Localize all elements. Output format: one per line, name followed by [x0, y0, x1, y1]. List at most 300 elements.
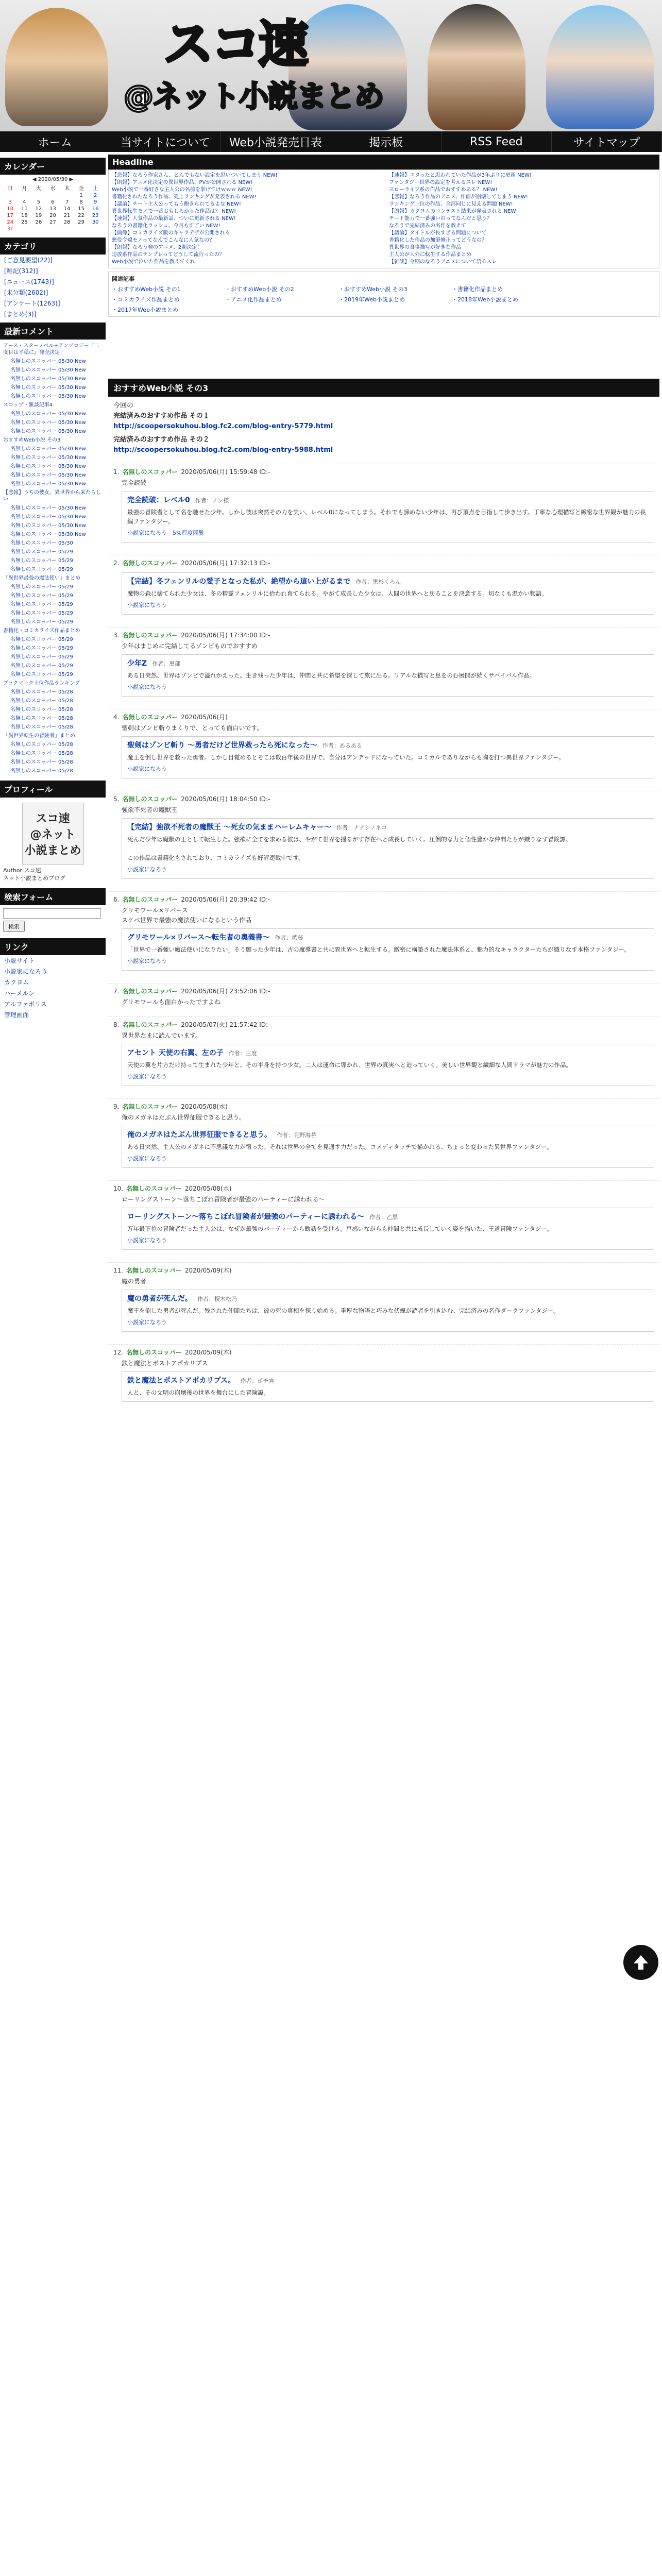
- nav-release-table[interactable]: Web小説発売日表: [220, 131, 331, 152]
- post-date: 2020/05/06(月) 18:04:50 ID:-: [181, 795, 270, 803]
- post-author: 名無しのスコッパー: [122, 988, 178, 995]
- comment-item[interactable]: 名無しのスコッパー 05/30 New: [10, 464, 86, 469]
- calendar-day[interactable]: 18: [21, 213, 28, 218]
- post-text: 少年はまじめに完結してるゾンビものでおすすめ: [122, 642, 258, 650]
- post-author: 名無しのスコッパー: [122, 632, 178, 639]
- calendar-week: [3, 219, 103, 226]
- nav-about[interactable]: 当サイトについて: [110, 131, 220, 152]
- category-item[interactable]: [まとめ(3)]: [4, 311, 37, 318]
- recommendation-title-text[interactable]: 【完結】強欲不死者の魔獣王 ～死女の気ままハーレムキャー～: [127, 823, 332, 832]
- comment-item[interactable]: 名無しのスコッパー 05/29: [10, 619, 73, 625]
- headline-item[interactable]: 悪役令嬢モノってなんでこんなに人気なの？: [112, 238, 215, 243]
- recommendation-text: 死んだ少年は魔獣の王として転生した。強欲に全てを求める彼は、やがて世界を揺るがす存在へと成長していく。圧倒的な力と個性豊かな仲間たちが織りなす冒険譚。 この作品は書籍化もされており、コミカライズも好評連載中です。: [127, 836, 572, 861]
- recommendation-card: [122, 1044, 654, 1086]
- recommendation-title-text[interactable]: 聖剣はゾンビ斬り ～勇者だけど世界救ったら死になった～: [127, 741, 317, 750]
- recommendation-author: 作者：榎木松乃: [197, 1296, 237, 1302]
- post-text: 俺のメガネはたぶん世界征服できると思う。: [122, 1114, 246, 1121]
- intro-line-2: 完結済みのおすすめ作品 その２: [113, 436, 210, 444]
- comment-item[interactable]: 名無しのスコッパー 05/28: [10, 742, 73, 748]
- headline-item[interactable]: チート能力で一番強いのってなんだと思う？: [389, 216, 492, 222]
- post-number: 1.: [113, 468, 120, 476]
- post-text: 鉄と魔法とポストアポカリプス: [122, 1360, 208, 1367]
- nav-rss[interactable]: RSS Feed: [442, 131, 552, 152]
- headline-item[interactable]: 【悲報】なろう作家さん、とんでもない設定を思いついてしまう NEW!: [112, 173, 278, 178]
- recommendation-title[interactable]: [127, 933, 649, 943]
- recommendation-source-link[interactable]: 小説家になろう: [127, 1073, 167, 1080]
- recommendation-title-text[interactable]: ローリングストーン〜落ちこぼれ冒険者が最強のパーティーに誘われる〜: [127, 1213, 365, 1221]
- search-button[interactable]: 検索: [3, 921, 25, 932]
- recommendation-title[interactable]: [127, 1376, 649, 1386]
- headline-item[interactable]: 【速報】エタったと思われていた作品が3年ぶりに更新 NEW!: [389, 173, 532, 178]
- headline-item[interactable]: 主人公が人外に転生する作品まとめ: [389, 252, 471, 258]
- post-body: [113, 904, 654, 976]
- comment-item[interactable]: 名無しのスコッパー 05/29: [10, 611, 73, 616]
- comment-item[interactable]: 名無しのスコッパー 05/30 New: [10, 420, 86, 426]
- intro-line-1: 完結済みのおすすめ作品 その１: [113, 412, 210, 420]
- post-number: 10.: [113, 1185, 124, 1192]
- calendar-day[interactable]: 25: [21, 219, 28, 225]
- post-author: 名無しのスコッパー: [122, 896, 178, 903]
- nav-sitemap[interactable]: サイトマップ: [552, 131, 662, 152]
- calendar-weekday: 水: [50, 186, 56, 192]
- post-text: 異世界たまに読んでいます。: [122, 1032, 202, 1039]
- character-illustration-1: [5, 8, 108, 126]
- related-article-link[interactable]: ・おすすめWeb小説 その1: [112, 286, 181, 293]
- post-text: 魔の勇者: [122, 1278, 147, 1285]
- nav-bbs[interactable]: 掲示板: [331, 131, 442, 152]
- comment-item[interactable]: 名無しのスコッパー 05/28: [10, 759, 73, 765]
- recommendation-author: 作者：藍藤: [275, 935, 303, 941]
- calendar-day[interactable]: 22: [78, 213, 84, 218]
- recommendation-author: 作者：乙黒: [369, 1214, 398, 1221]
- recommendation-text: ある日突然、世界はゾンビで溢れかえった。生き残った少年は、仲間と共に希望を探して旅に出る。リアルな描写と息をのむ展開が続くサバイバル作品。: [127, 672, 536, 679]
- calendar-day[interactable]: 8: [79, 199, 83, 205]
- comment-post: [108, 891, 659, 979]
- recommendation-title-text[interactable]: グリモワール×リバース～転生者の奥義書～: [127, 934, 270, 942]
- recommendation-source-link[interactable]: 小説家になろう 5%程度閲覧: [127, 530, 205, 536]
- link-item[interactable]: ハーメルン: [4, 990, 35, 997]
- headline-item[interactable]: ファンタジー世界の設定を考えるスレ NEW!: [389, 180, 493, 185]
- profile-logo: [22, 803, 84, 865]
- headline-item[interactable]: 【画像】コミカライズ版のキャラデザが公開される: [112, 230, 230, 236]
- recommendation-author: 作者：見野海苔: [277, 1132, 316, 1139]
- calendar-weekday: 土: [93, 186, 98, 192]
- calendar-day[interactable]: 24: [7, 219, 14, 225]
- calendar-weekday: 木: [64, 186, 70, 192]
- recommendation-card: [122, 1126, 654, 1168]
- related-article-link[interactable]: ・2019年Web小説まとめ: [338, 296, 405, 303]
- headline-item[interactable]: 【議論】タイトルが長すぎる問題について: [389, 230, 487, 236]
- article-intro: [108, 397, 659, 460]
- calendar-day[interactable]: 23: [92, 213, 99, 218]
- calendar-day: [46, 226, 60, 232]
- recommendation-title-text[interactable]: 少年Z: [127, 659, 147, 668]
- post-number: 2.: [113, 560, 120, 567]
- calendar-day[interactable]: 9: [94, 199, 97, 205]
- calendar-day[interactable]: 5: [37, 199, 41, 205]
- headline-item[interactable]: なろうで完結済みの名作を教えて: [389, 223, 466, 229]
- recommendation-text: 魔王を倒した勇者が死んだ。残された仲間たちは、彼の死の真相を探り始める。重厚な物語と巧みな伏線が読者を引き込む、完結済みの名作ダークファンタジー。: [127, 1307, 559, 1314]
- comment-item[interactable]: 名無しのスコッパー 05/29: [10, 558, 73, 564]
- post-text: 聖剣はゾンビ斬りまくりで、とっても面白いです。: [122, 724, 263, 732]
- recommendation-title-text[interactable]: 鉄と魔法とポストアポカリプス。: [127, 1377, 235, 1385]
- recommendation-title[interactable]: [127, 1048, 649, 1058]
- calendar-day[interactable]: 31: [7, 226, 14, 232]
- comment-item[interactable]: 名無しのスコッパー 05/28: [10, 689, 73, 695]
- recommendation-text: 人と、その文明の崩壊後の世界を舞台にした冒険譚。: [127, 1389, 269, 1396]
- post-date: 2020/05/09(木): [184, 1349, 232, 1356]
- comment-article-title[interactable]: アース・スターノベル+アンソロジー『二度目は平穏に』発売決定！: [3, 343, 99, 355]
- link-item[interactable]: 小説サイト: [4, 957, 35, 964]
- recommendation-text: 天使の翼を片方だけ持って生まれた少年と、その半身を持つ少女。二人は運命に導かれ、世界の真実へと迫っていく。美しい世界観と繊細な人間ドラマが魅力の作品。: [127, 1061, 572, 1069]
- post-header: [113, 987, 654, 995]
- calendar-weekday: 火: [36, 186, 41, 192]
- link-item[interactable]: カクヨム: [4, 979, 29, 986]
- article-title: おすすめWeb小説 その3: [108, 379, 659, 397]
- post-number: 6.: [113, 896, 120, 903]
- post-author: 名無しのスコッパー: [122, 560, 178, 567]
- calendar-day[interactable]: 15: [78, 206, 84, 212]
- headline-item[interactable]: 【速報】人気作品の最新話、ついに更新される NEW!: [112, 216, 236, 222]
- recommendation-author: 作者：あるある: [322, 742, 362, 749]
- comment-item[interactable]: 名無しのスコッパー 05/30 New: [10, 472, 86, 478]
- related-article-link[interactable]: ・アニメ化作品まとめ: [225, 296, 282, 303]
- post-body: [113, 476, 654, 548]
- recommendation-author: 作者：ノン様: [195, 497, 229, 504]
- comment-item[interactable]: 名無しのスコッパー 05/29: [10, 567, 73, 572]
- recommendation-title-text[interactable]: 魔の勇者が死んだ。: [127, 1295, 192, 1303]
- headline-item[interactable]: 異世界の食事描写が好きな作品: [389, 245, 461, 250]
- post-body: [113, 1193, 654, 1255]
- comment-item[interactable]: 名無しのスコッパー 05/30 New: [10, 523, 86, 529]
- related-article-link[interactable]: ・2017年Web小説まとめ: [112, 307, 178, 313]
- recommendation-card: [122, 928, 654, 971]
- recommendation-text: ある日突然、主人公のメガネに不思議な力が宿った。それは世界の全てを見通す力だった。コメディタッチで描かれる、ちょっと変わった異世界ファンタジー。: [127, 1143, 553, 1150]
- comment-article-title[interactable]: おすすめWeb小説 その3: [3, 437, 61, 443]
- calendar-day: [88, 226, 103, 232]
- calendar-day[interactable]: 30: [92, 219, 99, 225]
- comment-post: [108, 791, 659, 887]
- recommendation-title-text[interactable]: 俺のメガネはたぶん世界征服できると思う。: [127, 1131, 271, 1139]
- post-body: [113, 803, 654, 884]
- search-input[interactable]: [3, 908, 101, 919]
- calendar-weekdays: [3, 183, 103, 192]
- intro-url-2[interactable]: http://scoopersokuhou.blog.fc2.com/blog-entry-5988.html: [113, 446, 333, 454]
- calendar-month[interactable]: ◀ 2020/05/30 ▶: [32, 177, 74, 182]
- headline-item[interactable]: 追放系作品のテンプレってどうして流行ったの？: [112, 252, 225, 258]
- comment-item[interactable]: 名無しのスコッパー 05/29: [10, 602, 73, 607]
- category-item[interactable]: [ニュース(1743)]: [4, 278, 54, 285]
- calendar-week: [3, 192, 103, 199]
- category-heading: カテゴリ: [0, 238, 106, 255]
- calendar-weekday: 金: [78, 186, 84, 192]
- recommendation-source-link[interactable]: 小説家になろう: [127, 958, 167, 964]
- calendar-day: [74, 226, 89, 232]
- nav-home[interactable]: ホーム: [0, 131, 110, 152]
- comment-article-title[interactable]: 「異世界最強の魔法使い」まとめ: [3, 575, 80, 581]
- comment-item[interactable]: 名無しのスコッパー 05/29: [10, 549, 73, 555]
- calendar-day[interactable]: 29: [78, 219, 84, 225]
- calendar: [0, 175, 106, 234]
- calendar-day[interactable]: 19: [35, 213, 42, 218]
- arrow-up-icon: [631, 1952, 651, 1973]
- comment-article-title[interactable]: スコップ・雑談記事4: [3, 402, 53, 408]
- calendar-day: [18, 226, 32, 232]
- headline-item[interactable]: スローライフ系の作品でおすすめある？ NEW!: [389, 187, 498, 193]
- recommendation-text: 魔王を倒し世界を救った勇者。しかし目覚めるとそこは数百年後の世界で、自分はアンデッドになっていた。コミカルでありながらも胸を打つ異世界ファンタジー。: [127, 754, 565, 761]
- profile-heading: プロフィール: [0, 781, 106, 798]
- comment-item[interactable]: 名無しのスコッパー 05/28: [10, 707, 73, 713]
- headline-item[interactable]: 【朗報】なろう発のアニメ、2期決定！: [112, 245, 202, 250]
- category-item[interactable]: [未分類(2602)]: [4, 289, 48, 296]
- post-author: 名無しのスコッパー: [122, 468, 178, 476]
- comment-item[interactable]: 名無しのスコッパー 05/30 New: [10, 385, 86, 391]
- site-logo-sub[interactable]: @ネット小説まとめ: [124, 79, 384, 114]
- headline-box: [108, 170, 659, 268]
- recommendation-card: [122, 736, 654, 778]
- comment-item[interactable]: 名無しのスコッパー 05/28: [10, 698, 73, 704]
- calendar-day[interactable]: 13: [49, 206, 56, 212]
- comment-article-title[interactable]: 【悲報】うちの彼女、異世界から来たらしい: [3, 490, 101, 502]
- headline-item[interactable]: 【朗報】アニメ化決定の異世界作品、PVが公開される NEW!: [112, 180, 253, 185]
- comment-item[interactable]: 名無しのスコッパー 05/29: [10, 654, 73, 660]
- post-body: [113, 567, 654, 620]
- comment-article-title[interactable]: 「異世界転生の冒険者」まとめ: [3, 733, 75, 739]
- recommendation-text: 最強の冒険者として名を馳せた少年。しかし彼は突然その力を失い、レベル0になってしまう。それでも諦めない少年は、再び頂点を目指して歩き出す。丁寧な心理描写と緻密な世界観が魅力の長編ファンタジー。: [127, 509, 646, 525]
- calendar-day[interactable]: 20: [49, 213, 56, 218]
- recommendation-source-link[interactable]: 小説家になろう: [127, 1237, 167, 1244]
- comment-item[interactable]: 名無しのスコッパー 05/30 New: [10, 394, 86, 399]
- calendar-day[interactable]: 14: [63, 206, 71, 212]
- calendar-week: [3, 199, 103, 206]
- recommendation-title-text[interactable]: 完全読破：レベル0: [127, 496, 190, 504]
- headline-section: [108, 155, 659, 317]
- post-number: 12.: [113, 1349, 124, 1356]
- recommendation-author: 作者：ナナシノネコ: [336, 824, 387, 831]
- global-nav: [0, 131, 662, 152]
- post-number: 3.: [113, 632, 120, 639]
- calendar-week: [3, 226, 103, 232]
- links-list: [0, 955, 106, 1020]
- headline-item[interactable]: 【朗報】カクヨムのコンテスト結果が発表される NEW!: [389, 209, 518, 214]
- headline-item[interactable]: Web小説で一番好きな主人公の名前を挙げてけｗｗｗ NEW!: [112, 187, 252, 193]
- calendar-day[interactable]: 2: [94, 193, 97, 198]
- post-date: 2020/05/09(木): [184, 1267, 232, 1274]
- headline-item[interactable]: ランキング上位の作品、全部同じに見える問題 NEW!: [389, 201, 513, 207]
- comment-item[interactable]: 名無しのスコッパー 05/30 New: [10, 367, 86, 373]
- recommendation-title[interactable]: [127, 1212, 649, 1222]
- headline-item[interactable]: 【議論】チート主人公ってもう飽きられてるよな NEW!: [112, 201, 241, 207]
- comment-item[interactable]: 名無しのスコッパー 05/29: [10, 593, 73, 599]
- recommendation-author: 作者：ポチ宮: [240, 1378, 275, 1384]
- post-author: 名無しのスコッパー: [126, 1185, 182, 1192]
- post-header: [113, 713, 654, 721]
- post-date: 2020/05/06(月) 20:39:42 ID:-: [181, 896, 270, 903]
- post-number: 9.: [113, 1103, 120, 1110]
- link-item[interactable]: 管理画面: [4, 1011, 29, 1019]
- recommendation-title[interactable]: [127, 741, 649, 751]
- calendar-day[interactable]: 28: [63, 219, 71, 225]
- calendar-heading: カレンダー: [0, 158, 106, 175]
- post-date: 2020/05/06(月) 17:32:13 ID:-: [181, 560, 270, 567]
- comment-item[interactable]: 名無しのスコッパー 05/29: [10, 637, 73, 642]
- post-body: [113, 995, 654, 1009]
- headline-item[interactable]: 書籍化した作品の加筆修正ってどうなの？: [389, 238, 487, 243]
- comment-item[interactable]: 名無しのスコッパー 05/30 New: [10, 359, 86, 364]
- comment-article-title[interactable]: ブックマーク上位作品ランキング: [3, 681, 80, 686]
- post-date: 2020/05/06(月) 17:34:00 ID:-: [181, 632, 270, 639]
- comment-item[interactable]: 名無しのスコッパー 05/30 New: [10, 446, 86, 452]
- calendar-day: [60, 226, 74, 232]
- comment-post: [108, 555, 659, 623]
- calendar-day[interactable]: 12: [35, 206, 42, 212]
- calendar-day: [3, 192, 18, 199]
- headline-item[interactable]: 書籍化されたなろう作品、売上ランキングが発表される NEW!: [112, 194, 257, 200]
- scroll-top-button[interactable]: [623, 1945, 658, 1980]
- calendar-day[interactable]: 26: [35, 219, 42, 225]
- post-date: 2020/05/07(火) 21:57:42 ID:-: [181, 1021, 270, 1028]
- calendar-day[interactable]: 7: [65, 199, 69, 205]
- calendar-week: [3, 212, 103, 219]
- comment-item[interactable]: 名無しのスコッパー 05/28: [10, 751, 73, 756]
- comment-item[interactable]: 名無しのスコッパー 05/30 New: [10, 514, 86, 520]
- calendar-day[interactable]: 27: [49, 219, 56, 225]
- comment-item[interactable]: 名無しのスコッパー 05/30 New: [10, 429, 86, 434]
- recommendation-card: [122, 818, 654, 879]
- link-item[interactable]: アルファポリス: [4, 1001, 47, 1008]
- comment-item[interactable]: 名無しのスコッパー 05/28: [10, 724, 73, 730]
- calendar-day[interactable]: 11: [21, 206, 28, 212]
- recommendation-source-link[interactable]: 小説家になろう: [127, 684, 167, 690]
- recommendation-title[interactable]: [127, 496, 649, 505]
- comment-item[interactable]: 名無しのスコッパー 05/29: [10, 672, 73, 677]
- related-article-link[interactable]: ・おすすめWeb小説 その3: [338, 286, 408, 293]
- intro-label: 今回の: [113, 402, 134, 410]
- calendar-day[interactable]: 21: [63, 213, 71, 218]
- recommendation-source-link[interactable]: 小説家になろう: [127, 866, 167, 873]
- related-article-link[interactable]: ・おすすめWeb小説 その2: [225, 286, 294, 293]
- comment-item[interactable]: 名無しのスコッパー 05/30 New: [10, 411, 86, 417]
- recommendation-card: [122, 1290, 654, 1332]
- recommendation-title[interactable]: [127, 577, 649, 587]
- site-header: [0, 0, 662, 131]
- comment-post: [108, 1180, 659, 1258]
- related-article-link[interactable]: ・書籍化作品まとめ: [452, 286, 503, 293]
- calendar-day[interactable]: 4: [23, 199, 26, 205]
- headline-item[interactable]: 異世界転生モノで一番おもしろかった作品は？ NEW!: [112, 209, 236, 214]
- comment-item[interactable]: 名無しのスコッパー 05/30 New: [10, 455, 86, 461]
- recommendation-title-text[interactable]: アセント 天使の右翼、左の子: [127, 1049, 224, 1057]
- post-body: [113, 1111, 654, 1173]
- profile: [0, 798, 106, 885]
- category-item[interactable]: [アンケート(1263)]: [4, 300, 60, 307]
- calendar-day[interactable]: 16: [92, 206, 99, 212]
- recommendation-title[interactable]: [127, 823, 649, 833]
- recommendation-title[interactable]: [127, 659, 649, 669]
- search-heading: 検索フォーム: [0, 888, 106, 905]
- post-date: 2020/05/06(月): [181, 714, 228, 721]
- post-header: [113, 631, 654, 639]
- post-date: 2020/05/08(水): [184, 1185, 232, 1192]
- comment-article-title[interactable]: 書籍化・コミカライズ作品まとめ: [3, 628, 80, 634]
- post-header: [113, 1348, 654, 1357]
- category-item[interactable]: [雑記(312)]: [4, 267, 38, 275]
- headline-item[interactable]: 【悲報】なろう作品のアニメ、作画が崩壊してしまう NEW!: [389, 194, 528, 200]
- related-article-link[interactable]: ・2018年Web小説まとめ: [452, 296, 518, 303]
- comment-item[interactable]: 名無しのスコッパー 05/28: [10, 716, 73, 721]
- recommendation-source-link[interactable]: 小説家になろう: [127, 766, 167, 772]
- left-sidebar: [0, 155, 106, 1020]
- category-item[interactable]: [ご意見要望(22)]: [4, 257, 53, 264]
- calendar-day[interactable]: 10: [7, 206, 14, 212]
- intro-url-1[interactable]: http://scoopersokuhou.blog.fc2.com/blog-entry-5779.html: [113, 422, 333, 430]
- post-date: 2020/05/06(月) 23:52:06 ID:-: [181, 988, 270, 995]
- post-text: グリモワール×リバース スケベ世界で最強の魔法使いになるという作品: [122, 907, 252, 924]
- post-header: [113, 895, 654, 904]
- recommendation-title[interactable]: [127, 1130, 649, 1140]
- comment-item[interactable]: 名無しのスコッパー 05/30 New: [10, 505, 86, 511]
- post-date: 2020/05/06(月) 15:59:48 ID:-: [181, 468, 270, 476]
- recommendation-source-link[interactable]: 小説家になろう: [127, 1319, 167, 1326]
- recommendation-title-text[interactable]: 【完結】冬フェンリルの愛子となった私が、絶望から這い上がるまで: [127, 578, 351, 586]
- comment-item[interactable]: 名無しのスコッパー 05/29: [10, 646, 73, 651]
- site-logo-main[interactable]: スコ速: [164, 15, 306, 73]
- calendar-day[interactable]: 3: [8, 199, 12, 205]
- comment-item[interactable]: 名無しのスコッパー 05/30 New: [10, 376, 86, 382]
- comment-post: [108, 464, 659, 551]
- headline-item[interactable]: Web小説で泣いた作品を教えてくれ: [112, 259, 195, 265]
- comment-item[interactable]: 名無しのスコッパー 05/29: [10, 663, 73, 669]
- comment-item[interactable]: 名無しのスコッパー 05/30 New: [10, 481, 86, 487]
- comment-item[interactable]: 名無しのスコッパー 05/29: [10, 584, 73, 590]
- calendar-day[interactable]: 6: [51, 199, 55, 205]
- calendar-weekday: 月: [22, 186, 27, 192]
- post-number: 11.: [113, 1267, 124, 1274]
- related-articles-heading: 関連記事: [112, 276, 134, 282]
- post-number: 8.: [113, 1021, 120, 1028]
- calendar-day[interactable]: 1: [79, 193, 83, 198]
- calendar-body: [3, 192, 103, 232]
- category-list: [0, 255, 106, 319]
- headline-column-2: [389, 172, 656, 266]
- comment-item[interactable]: 名無しのスコッパー 05/30: [10, 540, 73, 546]
- comment-item[interactable]: 名無しのスコッパー 05/30 New: [10, 532, 86, 537]
- recommendation-card: [122, 1371, 654, 1402]
- recent-comments-list: [0, 340, 106, 777]
- post-number: 7.: [113, 988, 120, 995]
- post-body: [113, 1029, 654, 1091]
- post-text: グリモワールも面白かったですよね: [122, 998, 220, 1006]
- comment-post: [108, 709, 659, 787]
- recommendation-source-link[interactable]: 小説家になろう: [127, 602, 167, 608]
- recommendation-title[interactable]: [127, 1294, 649, 1304]
- headline-item[interactable]: なろうの書籍化ラッシュ、今月もすごい NEW!: [112, 223, 220, 229]
- post-body: [113, 1275, 654, 1337]
- post-header: [113, 1266, 654, 1275]
- link-item[interactable]: 小説家になろう: [4, 968, 48, 975]
- comment-post: [108, 1262, 659, 1340]
- calendar-day[interactable]: 17: [7, 213, 14, 218]
- comment-item[interactable]: 名無しのスコッパー 05/28: [10, 768, 73, 774]
- related-article-link[interactable]: ・コミカライズ作品まとめ: [112, 296, 180, 303]
- recent-comments-heading: 最新コメント: [0, 323, 106, 340]
- headline-item[interactable]: 【雑談】今期のなろうアニメについて語るスレ: [389, 259, 497, 265]
- recommendation-source-link[interactable]: 小説家になろう: [127, 1155, 167, 1162]
- related-articles: [108, 272, 659, 317]
- recommendation-card: [122, 572, 654, 615]
- post-header: [113, 467, 654, 476]
- calendar-day: [31, 226, 46, 232]
